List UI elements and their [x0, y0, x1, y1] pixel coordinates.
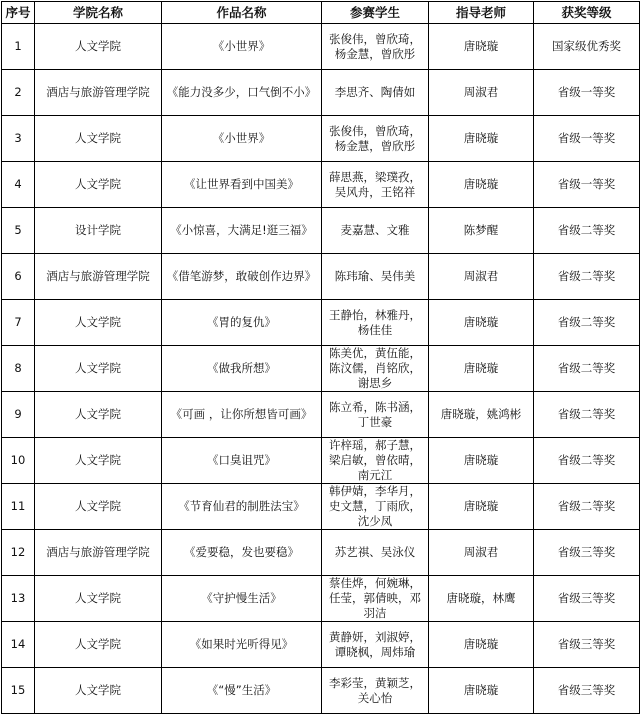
cell-students: 张俊伟，曾欣琦，杨金慧，曾欣彤 [322, 116, 429, 162]
cell-college: 人文学院 [35, 392, 162, 438]
cell-students: 李思齐、陶倩如 [322, 70, 429, 116]
cell-award: 省级二等奖 [534, 208, 640, 254]
cell-work: 《小世界》 [162, 116, 322, 162]
cell-index: 2 [2, 70, 35, 116]
table-body [2, 24, 640, 714]
table-row [2, 70, 640, 116]
cell-award: 省级二等奖 [534, 254, 640, 300]
table-row [2, 162, 640, 208]
cell-advisor: 唐晓璇 [429, 24, 534, 70]
table-row [2, 484, 640, 530]
cell-students: 陈美优，黄伍能，陈汶儒，肖铭欣，谢思乡 [322, 346, 429, 392]
cell-college: 人文学院 [35, 576, 162, 622]
cell-work: 《节育仙君的制胜法宝》 [162, 484, 322, 530]
cell-advisor: 唐晓璇，林鹰 [429, 576, 534, 622]
cell-students: 薛思燕，梁璞孜，吴风舟，王铭祥 [322, 162, 429, 208]
cell-college: 人文学院 [35, 346, 162, 392]
cell-advisor: 唐晓璇 [429, 116, 534, 162]
cell-index: 6 [2, 254, 35, 300]
table-header [2, 2, 640, 24]
cell-college: 人文学院 [35, 162, 162, 208]
cell-college: 人文学院 [35, 24, 162, 70]
cell-award: 省级一等奖 [534, 116, 640, 162]
cell-college: 设计学院 [35, 208, 162, 254]
cell-index: 10 [2, 438, 35, 484]
table-row [2, 254, 640, 300]
cell-college: 酒店与旅游管理学院 [35, 70, 162, 116]
cell-award: 省级三等奖 [534, 622, 640, 668]
cell-work: 《小惊喜，大满足!逛三福》 [162, 208, 322, 254]
cell-work: 《借笔游梦，敢破创作边界》 [162, 254, 322, 300]
cell-college: 酒店与旅游管理学院 [35, 254, 162, 300]
table-row [2, 24, 640, 70]
cell-award: 省级二等奖 [534, 392, 640, 438]
awards-table [1, 1, 640, 714]
cell-advisor: 唐晓璇，姚鸿彬 [429, 392, 534, 438]
cell-advisor: 唐晓璇 [429, 622, 534, 668]
cell-work: 《让世界看到中国美》 [162, 162, 322, 208]
cell-index: 7 [2, 300, 35, 346]
cell-work: 《如果时光听得见》 [162, 622, 322, 668]
header-index: 序号 [2, 2, 35, 24]
table-row [2, 208, 640, 254]
cell-students: 许梓瑶，郝子慧，梁启敏，曾依晴，南元江 [322, 438, 429, 484]
cell-index: 13 [2, 576, 35, 622]
header-advisor: 指导老师 [429, 2, 534, 24]
cell-college: 人文学院 [35, 622, 162, 668]
cell-students: 王静怡，林雅丹，杨佳佳 [322, 300, 429, 346]
cell-work: 《口臭诅咒》 [162, 438, 322, 484]
cell-award: 省级二等奖 [534, 300, 640, 346]
cell-index: 5 [2, 208, 35, 254]
cell-advisor: 唐晓璇 [429, 346, 534, 392]
cell-work: 《“慢”生活》 [162, 668, 322, 714]
cell-students: 黄静妍，刘淑婷，谭晓枫，周炜瑜 [322, 622, 429, 668]
cell-students: 苏艺祺、吴泳仪 [322, 530, 429, 576]
cell-advisor: 周淑君 [429, 254, 534, 300]
cell-students: 蔡佳烨，何婉琳，任莹，郭倩映，邓羽洁 [322, 576, 429, 622]
cell-college: 人文学院 [35, 668, 162, 714]
cell-award: 省级三等奖 [534, 576, 640, 622]
cell-students: 韩伊婧，李华月，史文慧，丁雨欣，沈少凤 [322, 484, 429, 530]
cell-work: 《可画 ，让你所想皆可画》 [162, 392, 322, 438]
table-row [2, 576, 640, 622]
cell-work: 《爱要稳，发也要稳》 [162, 530, 322, 576]
cell-award: 省级二等奖 [534, 346, 640, 392]
cell-college: 人文学院 [35, 484, 162, 530]
cell-students: 陈玮瑜、吴伟美 [322, 254, 429, 300]
table-row [2, 392, 640, 438]
cell-award: 省级一等奖 [534, 70, 640, 116]
header-college: 学院名称 [35, 2, 162, 24]
table-row [2, 438, 640, 484]
cell-index: 15 [2, 668, 35, 714]
cell-college: 人文学院 [35, 116, 162, 162]
cell-advisor: 唐晓璇 [429, 162, 534, 208]
cell-work: 《能力没多少，口气倒不小》 [162, 70, 322, 116]
cell-award: 省级三等奖 [534, 668, 640, 714]
cell-index: 14 [2, 622, 35, 668]
cell-index: 1 [2, 24, 35, 70]
cell-index: 12 [2, 530, 35, 576]
table-row [2, 300, 640, 346]
cell-award: 省级三等奖 [534, 530, 640, 576]
cell-advisor: 唐晓璇 [429, 300, 534, 346]
cell-advisor: 周淑君 [429, 530, 534, 576]
cell-advisor: 唐晓璇 [429, 668, 534, 714]
cell-advisor: 唐晓璇 [429, 484, 534, 530]
table-row [2, 668, 640, 714]
table-row [2, 346, 640, 392]
cell-students: 李彩莹，黄颖芝，关心怡 [322, 668, 429, 714]
cell-index: 4 [2, 162, 35, 208]
cell-award: 省级二等奖 [534, 484, 640, 530]
cell-index: 3 [2, 116, 35, 162]
header-row [2, 2, 640, 24]
cell-students: 陈立希，陈书涵，丁世豪 [322, 392, 429, 438]
table-row [2, 116, 640, 162]
cell-work: 《守护慢生活》 [162, 576, 322, 622]
cell-college: 人文学院 [35, 300, 162, 346]
cell-index: 9 [2, 392, 35, 438]
cell-advisor: 周淑君 [429, 70, 534, 116]
table-row [2, 530, 640, 576]
cell-index: 8 [2, 346, 35, 392]
cell-award: 省级二等奖 [534, 438, 640, 484]
cell-students: 张俊伟，曾欣琦，杨金慧，曾欣彤 [322, 24, 429, 70]
header-students: 参赛学生 [322, 2, 429, 24]
cell-college: 人文学院 [35, 438, 162, 484]
cell-students: 麦嘉慧、文雅 [322, 208, 429, 254]
cell-award: 省级一等奖 [534, 162, 640, 208]
cell-advisor: 唐晓璇 [429, 438, 534, 484]
cell-work: 《胃的复仇》 [162, 300, 322, 346]
cell-award: 国家级优秀奖 [534, 24, 640, 70]
cell-advisor: 陈梦醒 [429, 208, 534, 254]
header-award: 获奖等级 [534, 2, 640, 24]
cell-index: 11 [2, 484, 35, 530]
cell-college: 酒店与旅游管理学院 [35, 530, 162, 576]
header-work: 作品名称 [162, 2, 322, 24]
table-row [2, 622, 640, 668]
cell-work: 《做我所想》 [162, 346, 322, 392]
cell-work: 《小世界》 [162, 24, 322, 70]
